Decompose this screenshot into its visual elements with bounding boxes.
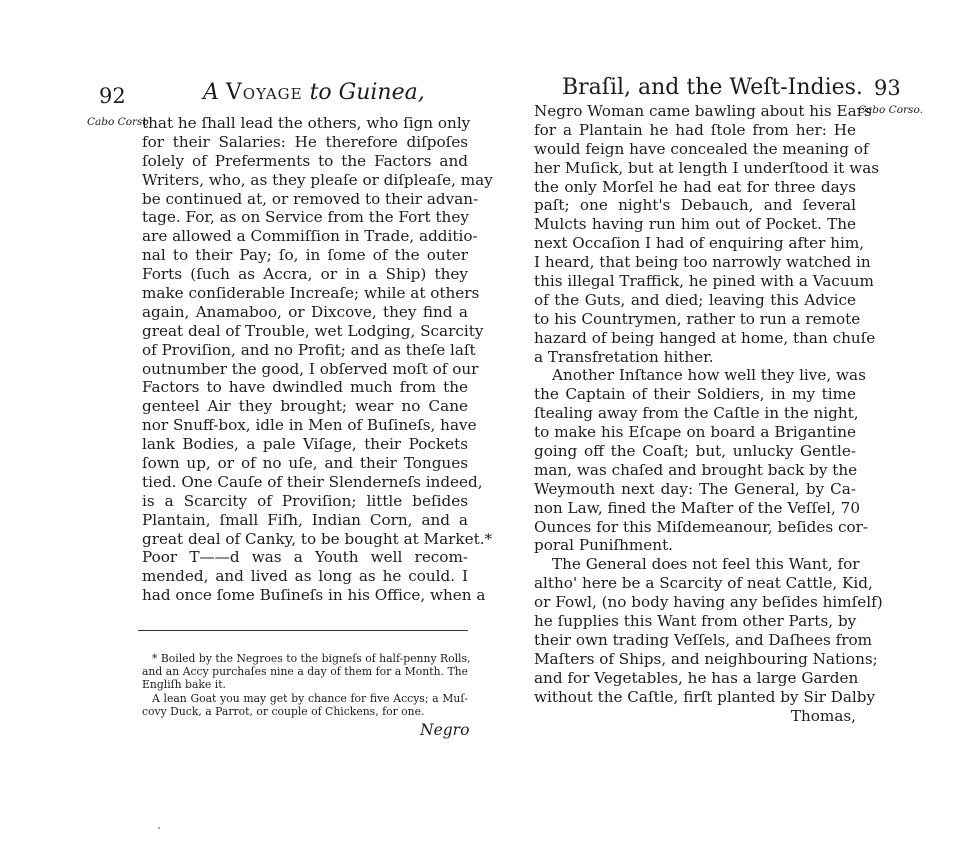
text-line: Forts (ſuch as Accra, or in a Ship) they <box>142 265 468 284</box>
text-line: Factors to have dwindled much from the <box>142 378 468 397</box>
text-line: nor Snuff-box, idle in Men of Buſineſs, have <box>142 416 477 435</box>
text-line: hazard of being hanged at home, than chuſe <box>534 328 876 347</box>
text-line: to his Countrymen, rather to run a remote <box>534 309 861 328</box>
text-line: non Law, fined the Maſter of the Veſſel, 70 <box>534 498 861 517</box>
text-line: be continued at, or removed to their advan- <box>142 189 479 208</box>
text-line: paſt; one night's Debauch, and ſeveral <box>534 196 856 215</box>
text-line: Another Inſtance how well they live, was <box>552 366 866 385</box>
footnotes <box>142 652 471 718</box>
footnote-line: Engliſh bake it. <box>142 678 226 692</box>
text-line: for a Plantain he had ſtole from her: He <box>534 120 856 139</box>
text-line: Mulcts having run him out of Pocket. The <box>534 215 856 234</box>
running-head-caps: Voyage <box>225 80 303 105</box>
text-line: Ounces for this Miſdemeanour, beſides cor- <box>534 517 869 536</box>
running-head: Braſil, and the Weſt-Indies. <box>562 75 863 100</box>
page-number: 92 <box>99 84 126 108</box>
margin-note: Cabo Corso. <box>858 104 923 116</box>
text-line: the only Morſel he had eat for three days <box>534 177 856 196</box>
body-text <box>534 102 883 725</box>
text-line: Poor T——d was a Youth well recom- <box>142 548 468 567</box>
text-line: ſtealing away from the Caſtle in the night, <box>534 404 859 423</box>
margin-note: Cabo Corso. <box>87 116 152 128</box>
text-line: man, was chaſed and brought back by the <box>534 460 858 479</box>
text-line: great deal of Canky, to be bought at Market.* <box>142 529 493 548</box>
text-line: tage. For, as on Service from the Fort they <box>142 208 469 227</box>
text-line: is a Scarcity of Proviſion; little beſides <box>142 491 468 510</box>
footnote-line: * Boiled by the Negroes to the bigneſs of half-penny Rolls, <box>152 652 471 665</box>
running-head <box>203 80 425 105</box>
text-line: this illegal Traffick, he pined with a Vacuum <box>534 272 874 291</box>
footnote-line: and an Accy purchaſes nine a day of them for a Month. The <box>142 665 468 679</box>
text-line: outnumber the good, I obſerved moſt of our <box>142 359 479 378</box>
text-line: great deal of Trouble, wet Lodging, Scarcity <box>142 321 484 340</box>
text-line: mended, and lived as long as he could. I <box>142 567 468 586</box>
text-line: I heard, that being too narrowly watched in <box>534 253 871 272</box>
text-line: to make his Eſcape on board a Brigantine <box>534 423 856 442</box>
text-line: Plantain, ſmall Fiſh, Indian Corn, and a <box>142 510 468 529</box>
text-line: poral Puniſhment. <box>534 536 674 555</box>
text-line: had once ſome Buſineſs in his Office, when a <box>142 586 486 605</box>
text-line: make conſiderable Increaſe; while at others <box>142 284 480 303</box>
paper-speck <box>158 827 160 829</box>
catchword: Negro <box>420 721 470 739</box>
text-line: tied. One Cauſe of their Slenderneſs indeed, <box>142 472 483 491</box>
text-line: next Occaſion I had of enquiring after him, <box>534 234 865 253</box>
footnote-line: A lean Goat you may get by chance for five Accys; a Muſ- <box>152 691 468 705</box>
text-line: genteel Air they brought; wear no Cane <box>142 397 468 416</box>
text-line: ſolely of Preferments to the Factors and <box>142 151 468 170</box>
text-line: her Muſick, but at length I underſtood it was <box>534 158 880 177</box>
right-page <box>490 0 980 857</box>
text-line: The General does not feel this Want, for <box>552 555 860 574</box>
text-line: ſown up, or of no uſe, and their Tongues <box>142 454 468 473</box>
text-line: without the Caſtle, firſt planted by Sir Dalby <box>534 687 876 706</box>
text-line: of the Guts, and died; leaving this Advice <box>534 290 856 309</box>
text-line: Maſters of Ships, and neighbouring Nations; <box>534 649 878 668</box>
footnote-rule <box>138 630 468 631</box>
text-line: their own trading Veſſels, and Daſhees from <box>534 630 873 649</box>
text-line: going off the Coaſt; but, unlucky Gentle- <box>534 442 856 461</box>
text-line: would feign have concealed the meaning of <box>534 139 869 158</box>
text-line: a Transfretation hither. <box>534 347 714 366</box>
text-line: altho' here be a Scarcity of neat Cattle, Kid, <box>534 574 873 593</box>
text-line: Weymouth next day: The General, by Ca- <box>534 479 856 498</box>
footnote-line: covy Duck, a Parrot, or couple of Chickens, for one. <box>142 704 425 718</box>
text-line: that he ſhall lead the others, who ſign only <box>142 114 471 132</box>
text-line: Thomas, <box>790 706 856 725</box>
text-line: the Captain of their Soldiers, in my time <box>534 385 856 404</box>
text-line: are allowed a Commiſſion in Trade, additio- <box>142 227 478 246</box>
text-line: lank Bodies, a pale Viſage, their Pockets <box>142 435 468 454</box>
running-head-prefix: A <box>203 80 226 105</box>
page-number: 93 <box>874 76 901 100</box>
text-line: and for Vegetables, he has a large Garden <box>534 668 859 687</box>
text-line: nal to their Pay; ſo, in ſome of the outer <box>142 246 468 265</box>
text-line: or Fowl, (no body having any beſides himſelf) <box>534 593 883 612</box>
body-text <box>142 114 493 605</box>
running-head-suffix: to Guinea, <box>302 80 425 105</box>
text-line: of Proviſion, and no Profit; and as theſe laſt <box>142 340 476 359</box>
text-line: Writers, who, as they pleaſe or diſpleaſe, may <box>142 170 493 189</box>
text-line: again, Anamaboo, or Dixcove, they find a <box>142 302 468 321</box>
text-line: for their Salaries: He therefore diſpoſes <box>142 132 468 151</box>
text-line: he ſupplies this Want from other Parts, by <box>534 612 857 631</box>
text-line: Negro Woman came bawling about his Ears <box>534 102 872 120</box>
